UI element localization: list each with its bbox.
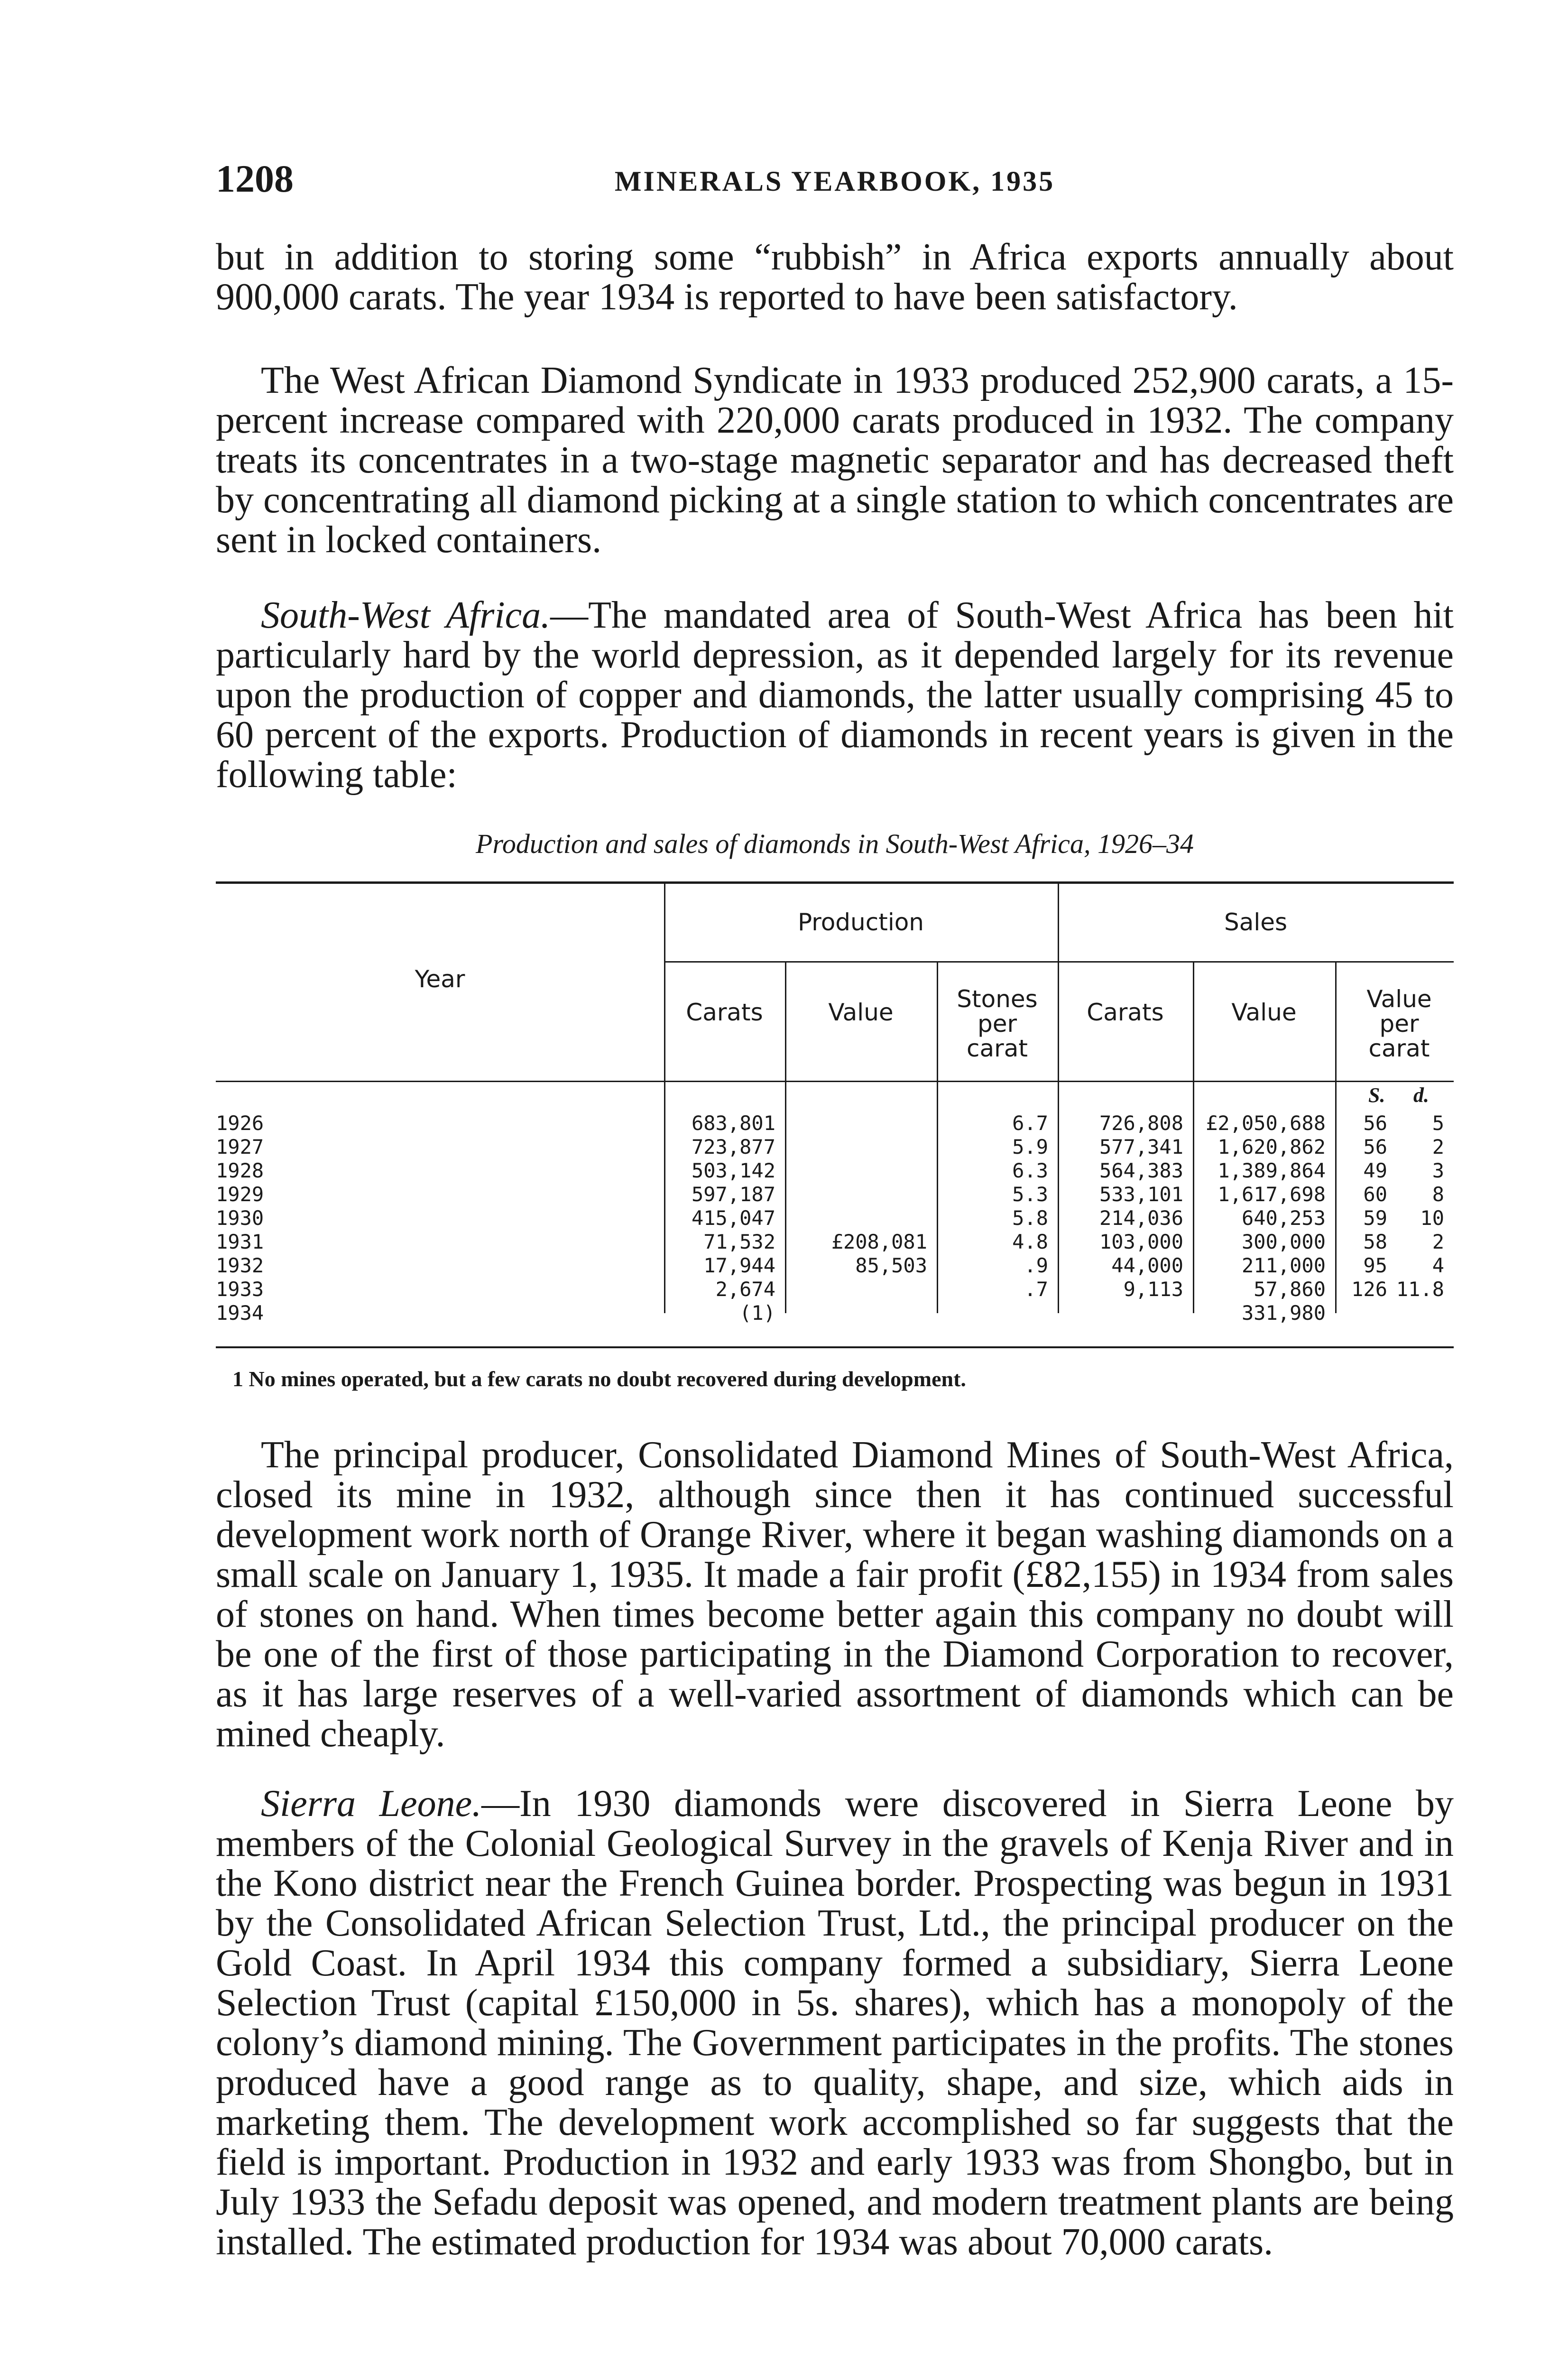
cell-s-value: £2,050,688 [1206, 1112, 1326, 1135]
cell-s-value: 300,000 [1241, 1230, 1326, 1253]
paragraph-consolidated-diamond-mines: The principal producer, Consolidated Diamond Mines of South-West Africa, closed its mine in 1932, although since then it has continued successful development work north of Orange River, where it began washing diamonds on a small scale on January 1, 1935. It made a fair profit (£82,155) in 1934 from sales of stones on hand. When times become better again this company no doubt will be one of the first of those participating in the Diamond Corporation to recover, as it has large reserves of a well-varied assortment of diamonds which can be mined cheaply. [216, 1434, 1454, 1755]
header-value-per-carat: Value per carat [1366, 985, 1432, 1062]
diamond-table [216, 881, 1454, 1351]
cell-year: 1926 [216, 1112, 264, 1135]
cell-year: 1932 [216, 1254, 264, 1277]
header-carats: Carats [686, 999, 763, 1026]
header-production: Production [797, 908, 924, 936]
header-rule [216, 1081, 1454, 1082]
cell-vpc-s: 95 [1363, 1254, 1387, 1277]
paragraph-west-african-syndicate: The West African Diamond Syndicate in 1933 produced 252,900 carats, a 15-percent increase compared with 220,000 carats produced in 1932. The company treats its concentrates in a two-stage magnetic separator and has decreased theft by concentrating all diamond picking at a single station to which concentrates are sent in locked containers. [216, 360, 1454, 561]
paragraph-south-west-africa [216, 595, 1454, 795]
cell-vpc-d: 10 [1420, 1206, 1444, 1230]
cell-vpc-s: 56 [1363, 1135, 1387, 1158]
cell-s-value: 1,617,698 [1218, 1183, 1326, 1206]
cell-carats: 415,047 [691, 1206, 775, 1230]
cell-vpc-s: 126 [1351, 1278, 1387, 1301]
cell-s-value: 1,389,864 [1218, 1159, 1326, 1182]
table-row [216, 1278, 1454, 1302]
cell-vpc-s: 60 [1363, 1183, 1387, 1206]
header-year: Year [415, 965, 465, 993]
cell-carats: 597,187 [691, 1183, 775, 1206]
cell-s-carats: 44,000 [1111, 1254, 1183, 1277]
cell-s-value: 1,620,862 [1218, 1135, 1326, 1158]
table-bottom-rule [216, 1346, 1454, 1348]
cell-stones: .7 [1024, 1278, 1048, 1301]
cell-value: £208,081 [831, 1230, 927, 1253]
cell-value: 85,503 [855, 1254, 927, 1277]
cell-vpc-d: 2 [1432, 1135, 1444, 1158]
cell-year: 1928 [216, 1159, 264, 1182]
paragraph-sierra-leone [216, 1784, 1454, 2262]
cell-carats: 683,801 [691, 1112, 775, 1135]
cell-s-value: 57,860 [1254, 1278, 1326, 1301]
cell-carats: 17,944 [703, 1254, 775, 1277]
page-header [216, 157, 1454, 209]
cell-year: 1929 [216, 1183, 264, 1206]
cell-stones: 6.3 [1012, 1159, 1048, 1182]
cell-year: 1934 [216, 1301, 264, 1325]
cell-s-carats: 214,036 [1099, 1206, 1183, 1230]
header-stones-per-carat: Stones per carat [957, 985, 1038, 1062]
cell-vpc-d: 11.8 [1396, 1278, 1444, 1301]
cell-vpc-s: 59 [1363, 1206, 1387, 1230]
running-title: MINERALS YEARBOOK, 1935 [614, 166, 1055, 197]
cell-s-carats: 726,808 [1099, 1112, 1183, 1135]
header-value: Value [828, 999, 894, 1026]
cell-carats: 503,142 [691, 1159, 775, 1182]
cell-s-value: 211,000 [1241, 1254, 1326, 1277]
cell-s-carats: 533,101 [1099, 1183, 1183, 1206]
paragraph-body: —In 1930 diamonds were discovered in Sierra Leone by members of the Colonial Geological Survey in the gravels of Kenja River and in the Kono district near the French Guinea border. Prospecting was begun in 1931 by the Consolidated African Selection Trust, Ltd., the principal producer on the Gold Coast. In April 1934 this company formed a subsidiary, Sierra Leone Selection Trust (capital £150,000 in 5s. shares), which has a monopoly of the colony’s diamond mining. The Government participates in the profits. The stones produced have a good range as to quality, shape, and size, which aids in marketing them. The development work accomplished so far suggests that the field is important. Production in 1932 and early 1933 was from Shongbo, but in July 1933 the Sefadu deposit was opened, and modern treatment plants are being installed. The estimated production for 1934 was about 70,000 carats. [216, 1783, 1454, 2263]
table-caption: Production and sales of diamonds in South-West Africa, 1926–34 [476, 828, 1194, 859]
header-sales-carats: Carats [1087, 999, 1164, 1026]
table-row [216, 1230, 1454, 1255]
table-row [216, 1159, 1454, 1184]
cell-vpc-d: 3 [1432, 1159, 1444, 1182]
cell-carats: (1) [739, 1301, 775, 1325]
section-lead-south-west-africa: South-West Africa. [261, 594, 551, 636]
table-row [216, 1135, 1454, 1160]
cell-year: 1931 [216, 1230, 264, 1253]
cell-year: 1933 [216, 1278, 264, 1301]
cell-stones: .9 [1024, 1254, 1048, 1277]
cell-vpc-s: 56 [1363, 1112, 1387, 1135]
page-number: 1208 [216, 157, 294, 200]
cell-stones: 5.8 [1012, 1206, 1048, 1230]
paragraph-continuation: but in addition to storing some “rubbish” in Africa exports annually about 900,000 carats. The year 1934 is reported to have been satisfactory. [216, 236, 1454, 318]
cell-s-carats: 103,000 [1099, 1230, 1183, 1253]
cell-carats: 723,877 [691, 1135, 775, 1158]
table-row [216, 1301, 1454, 1326]
table-row [216, 1254, 1454, 1279]
table-row [216, 1112, 1454, 1136]
cell-s-carats: 9,113 [1123, 1278, 1183, 1301]
table-row [216, 1206, 1454, 1231]
section-lead-sierra-leone: Sierra Leone. [261, 1783, 482, 1825]
cell-stones: 5.9 [1012, 1135, 1048, 1158]
cell-s-value: 640,253 [1241, 1206, 1326, 1230]
cell-vpc-d: 2 [1432, 1230, 1444, 1253]
group-rule [664, 961, 1454, 963]
cell-stones: 4.8 [1012, 1230, 1048, 1253]
table-footnote: 1 No mines operated, but a few carats no doubt recovered during development. [232, 1367, 966, 1391]
cell-year: 1930 [216, 1206, 264, 1230]
header-sales: Sales [1224, 908, 1288, 936]
cell-stones: 5.3 [1012, 1183, 1048, 1206]
table-row [216, 1183, 1454, 1207]
unit-pence: d. [1413, 1084, 1429, 1107]
cell-vpc-s: 58 [1363, 1230, 1387, 1253]
cell-carats: 71,532 [703, 1230, 775, 1253]
cell-year: 1927 [216, 1135, 264, 1158]
cell-s-carats: 577,341 [1099, 1135, 1183, 1158]
cell-s-carats: 564,383 [1099, 1159, 1183, 1182]
cell-vpc-d: 5 [1432, 1112, 1444, 1135]
cell-s-value: 331,980 [1241, 1301, 1326, 1325]
unit-shillings: S. [1368, 1084, 1385, 1107]
cell-vpc-d: 8 [1432, 1183, 1444, 1206]
table-top-rule [216, 881, 1454, 884]
paragraph-body: —The mandated area of South-West Africa has been hit particularly hard by the world depression, as it depended largely for its revenue upon the production of copper and diamonds, the latter usually comprising 45 to 60 percent of the exports. Production of diamonds in recent years is given in the following table: [216, 594, 1454, 796]
cell-vpc-d: 4 [1432, 1254, 1444, 1277]
header-sales-value: Value [1231, 999, 1297, 1026]
cell-vpc-s: 49 [1363, 1159, 1387, 1182]
cell-stones: 6.7 [1012, 1112, 1048, 1135]
cell-carats: 2,674 [715, 1278, 775, 1301]
